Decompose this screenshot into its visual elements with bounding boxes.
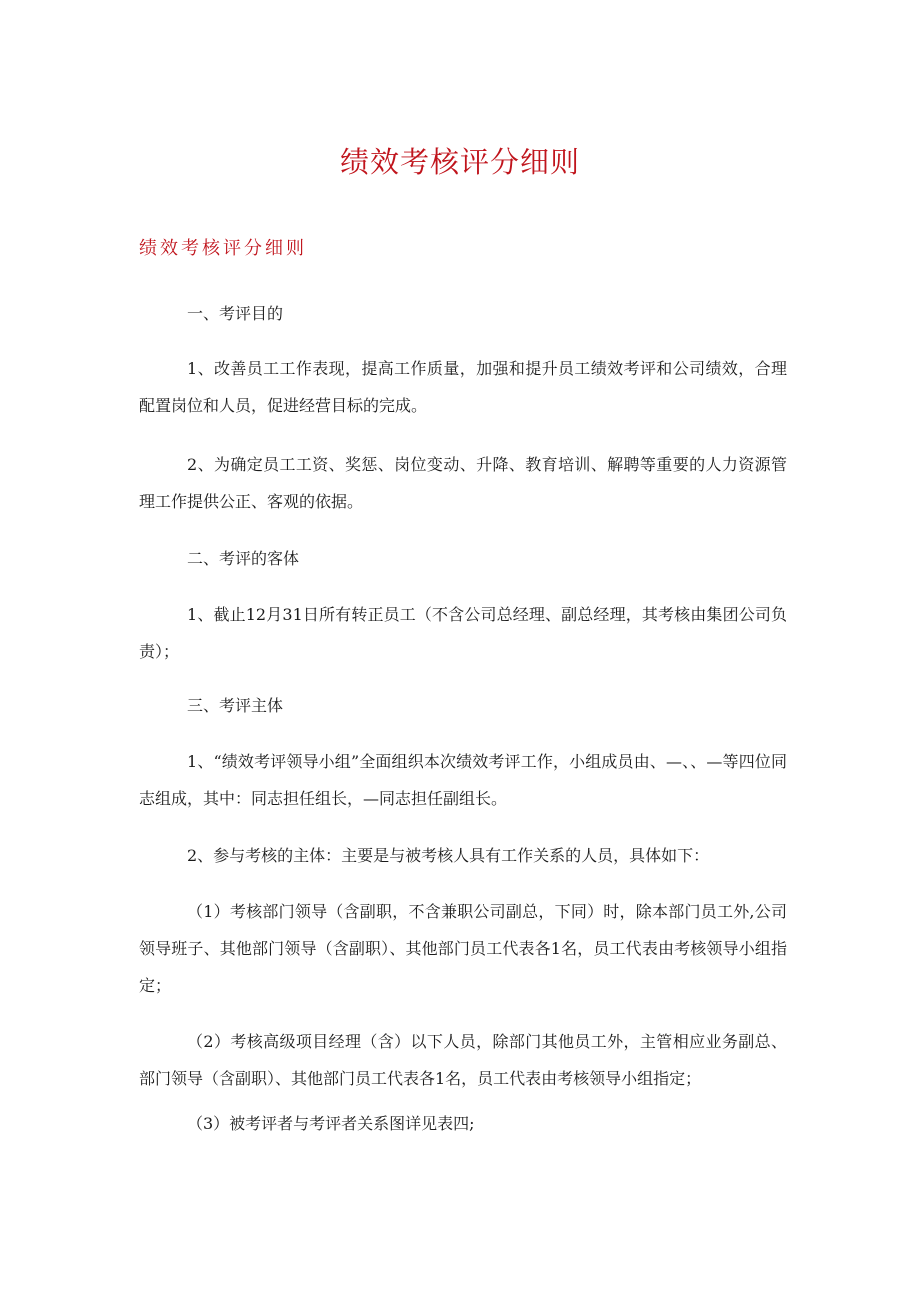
paragraph-purpose-2: 2、为确定员工工资、奖惩、岗位变动、升降、教育培训、解聘等重要的人力资源管理工作提供公正、客观的依据。 bbox=[139, 455, 787, 511]
paragraph-subject-3: （1）考核部门领导（含副职，不含兼职公司副总，下同）时，除本部门员工外,公司领导班子、其他部门领导（含副职）、其他部门员工代表各1名，员工代表由考核领导小组指定； bbox=[139, 902, 787, 995]
section-heading-subject: 三、考评主体 bbox=[187, 696, 284, 715]
paragraph-purpose-1: 1、改善员工工作表现，提高工作质量，加强和提升员工绩效考评和公司绩效，合理配置岗位和人员，促进经营目标的完成。 bbox=[139, 359, 787, 415]
paragraph-subject-2: 2、参与考核的主体：主要是与被考核人具有工作关系的人员，具体如下： bbox=[187, 846, 710, 865]
paragraph-subject-1: 1、“绩效考评领导小组”全面组织本次绩效考评工作，小组成员由、—、、—等四位同志组成，其中：同志担任组长，—同志担任副组长。 bbox=[139, 752, 787, 808]
paragraph-object-1: 1、截止12月31日所有转正员工（不含公司总经理、副总经理，其考核由集团公司负责）； bbox=[139, 605, 787, 661]
paragraph-subject-5: （3）被考评者与考评者关系图详见表四; bbox=[187, 1114, 475, 1133]
page-title: 绩效考核评分细则 bbox=[339, 145, 580, 179]
document-subtitle: 绩效考核评分细则 bbox=[139, 238, 307, 259]
section-heading-object: 二、考评的客体 bbox=[187, 549, 300, 568]
section-heading-purpose: 一、考评目的 bbox=[187, 304, 284, 323]
paragraph-subject-4: （2）考核高级项目经理（含）以下人员，除部门其他员工外，主管相应业务副总、部门领导（含副职）、其他部门员工代表各1名，员工代表由考核领导小组指定； bbox=[139, 1032, 787, 1088]
